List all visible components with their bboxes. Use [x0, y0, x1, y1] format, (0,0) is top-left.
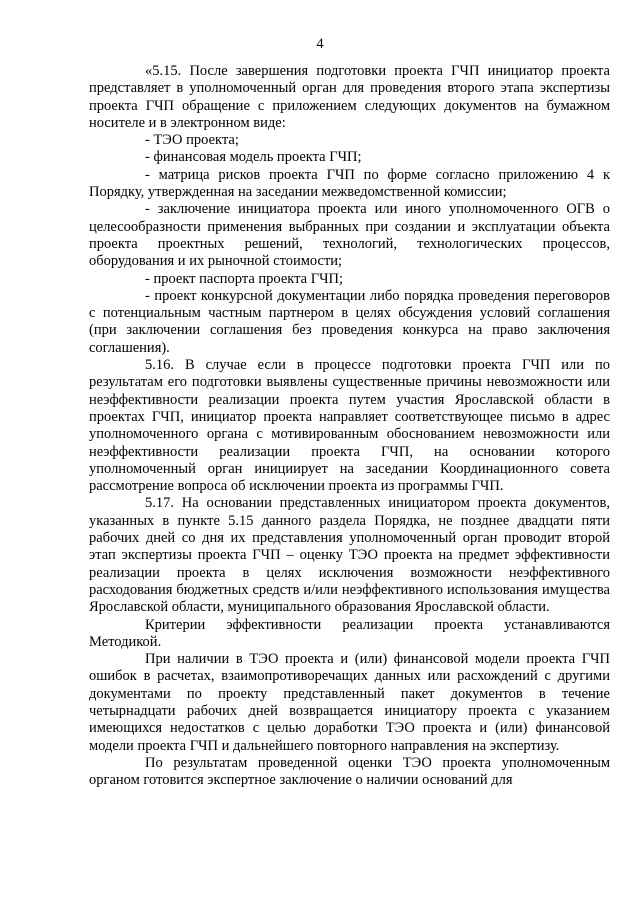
paragraph-errors-return: При наличии в ТЭО проекта и (или) финансовой модели проекта ГЧП ошибок в расчетах, взаимопротиворечащих данных или расхождений с другими документами по проекту представленный пакет документов в течение четырнадцати рабочих дней возвращается инициатору проекта с указанием имеющихся недостатков с целью доработки ТЭО проекта и (или) финансовой модели проекта ГЧП и дальнейшего повторного направления на экспертизу. [89, 651, 610, 754]
list-item-tender-docs: - проект конкурсной документации либо порядка проведения переговоров с потенциальным частным партнером в целях обсуждения условий соглашения (при заключении соглашения без проведения конкурса на право заключения соглашения). [89, 287, 610, 356]
paragraph-5-17: 5.17. На основании представленных инициатором проекта документов, указанных в пункте 5.15 данного раздела Порядка, не позднее двадцати пяти рабочих дней со дня их представления уполномоченный орган проводит второй этап экспертизы проекта ГЧП – оценку ТЭО проекта на предмет эффективности реализации проекта в целях исключения возможности неэффективного расходования бюджетных средств и/или неэффективного использования имущества Ярославской области, муниципального образования Ярославской области. [89, 495, 610, 616]
paragraph-5-15-intro: «5.15. После завершения подготовки проекта ГЧП инициатор проекта представляет в уполномоченный орган для проведения второго этапа экспертизы проекта ГЧП обращение с приложением следующих документов на бумажном носителе и в электронном виде: [89, 63, 610, 131]
list-item-passport: - проект паспорта проекта ГЧП; [145, 270, 344, 287]
document-body [89, 63, 610, 789]
list-item-financial-model: - финансовая модель проекта ГЧП; [145, 149, 362, 166]
list-item-risk-matrix: - матрица рисков проекта ГЧП по форме согласно приложению 4 к Порядку, утвержденная на заседании межведомственной комиссии; [89, 166, 610, 201]
list-item-teo: - ТЭО проекта; [145, 132, 239, 149]
list-item-initiator-conclusion: - заключение инициатора проекта или иного уполномоченного ОГВ о целесообразности применения выбранных при создании и эксплуатации объекта проекта проектных решений, технологий, технологических процессов, оборудования и их рыночной стоимости; [89, 201, 610, 270]
paragraph-5-16: 5.16. В случае если в процессе подготовки проекта ГЧП или по результатам его подготовки выявлены существенные причины невозможности или неэффективности реализации проекта путем участия Ярославской области в проектах ГЧП, инициатор проекта направляет соответствующее письмо в адрес уполномоченного органа с мотивированным обоснованием невозможности или неэффективности реализации проекта ГЧП, на основании которого уполномоченный орган инициирует на заседании Координационного совета рассмотрение вопроса об исключении проекта из программы ГЧП. [89, 357, 610, 495]
paragraph-criteria: Критерии эффективности реализации проекта устанавливаются Методикой. [89, 616, 610, 650]
paragraph-expert-conclusion: По результатам проведенной оценки ТЭО проекта уполномоченным органом готовится экспертное заключение о наличии оснований для [89, 754, 610, 789]
page-number: 4 [316, 36, 324, 52]
